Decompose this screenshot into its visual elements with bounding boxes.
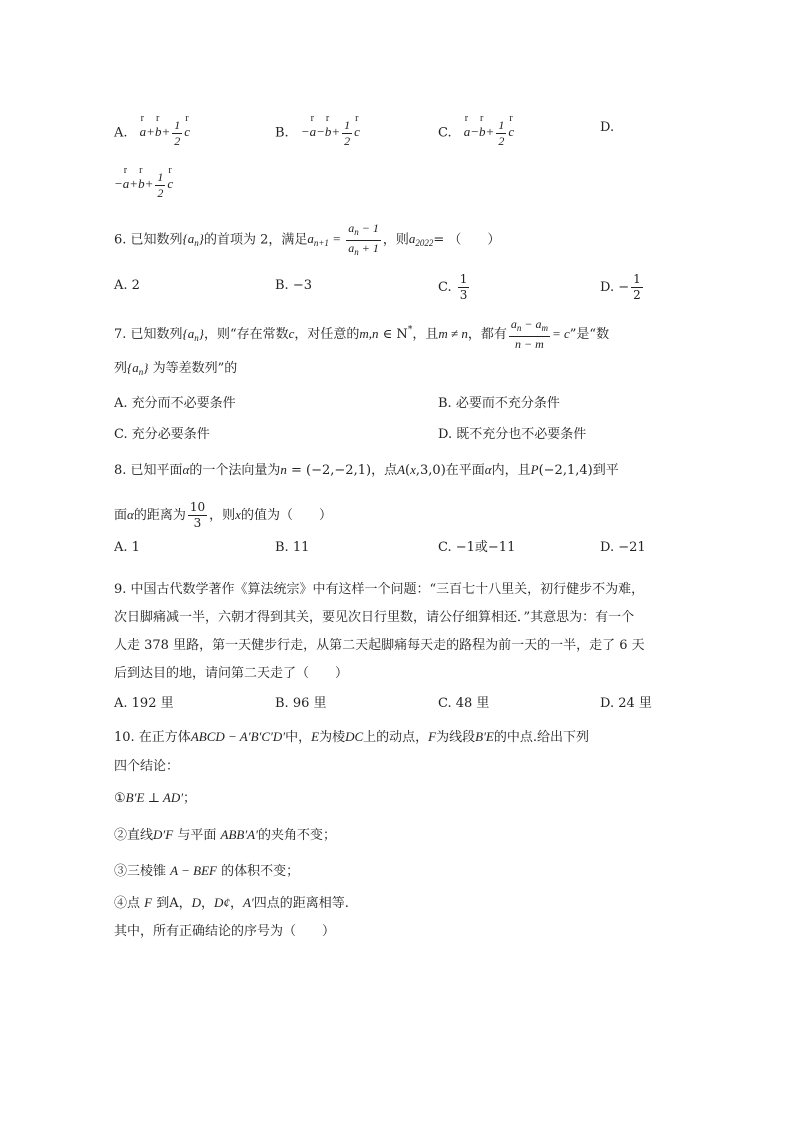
q6-option-b: B. −3: [275, 278, 312, 293]
q5-option-b-label: B.: [275, 125, 289, 141]
q5-option-a-expr: r a+r b+ $\frac{1}{2}$ r c: [140, 124, 190, 139]
q8-option-d: D. −21: [600, 540, 646, 555]
q9-option-c: C. 48 里: [438, 696, 490, 711]
q9-stem-line2: 次日脚痛减一半，六朝才得到其关，要见次日行里数，请公仔细算相还．”其意思为：有一个: [114, 610, 635, 625]
q10-stem-line2: 四个结论：: [114, 759, 180, 774]
q5-option-a-label: A.: [114, 125, 128, 141]
q6-target: $a_{2022}$: [408, 231, 434, 249]
q6-option-c: C. $\frac{1}{3}$: [438, 272, 468, 302]
q9-stem-line4: 后到达目的地，请问第二天走了（ ）: [114, 666, 349, 681]
q6-recurrence: $a_{n+1}$ = $\frac{a_n - 1}{a_n + 1}$: [307, 221, 379, 257]
q7-option-b: B. 必要而不充分条件: [438, 396, 560, 411]
q8-option-b: B. 11: [275, 540, 310, 555]
q10-conclusion-1: ①B′E ⊥ AD′；: [114, 790, 197, 806]
q9-stem-line1: 9. 中国古代数学著作《算法统宗》中有这样一个问题：“三百七十八里关，初行健步不为难，: [114, 582, 645, 597]
q5-option-d-expr: −r a+r b+ $\frac{1}{2}$ r c: [114, 170, 173, 201]
q5-option-c-expr: r a−r b+ $\frac{1}{2}$ r c: [464, 124, 514, 139]
q5-option-c: [438, 118, 514, 149]
q5-option-b-expr: −r a−r b+ $\frac{1}{2}$ r c: [301, 124, 360, 139]
q8-option-c: C. −1或−11: [438, 540, 516, 555]
q6-option-a: A. 2: [114, 278, 140, 293]
q9-stem-line3: 人走 378 里路，第一天健步行走，从第二天起脚痛每天走的路程为前一天的一半，走了 6 天: [114, 638, 645, 653]
q10-conclusion-3: ③三棱锥 A − BEF 的体积不变；: [114, 863, 300, 879]
q8-stem-line1: 8. 已知平面α的一个法向量为n = (−2,−2,1)，点A(x,3,0)在平面α内，且P(−2,1,4)到平: [114, 462, 619, 478]
q7-stem-line1: 7. 已知数列$\{a_n\}$，则“存在常数c，对任意的m,n ∈ N*，且m ≠ n，都有 $\frac{a_n - a_m}{n - m}$ = c”是“数: [114, 317, 610, 351]
q9-option-a: A. 192 里: [114, 696, 174, 711]
q8-option-a: A. 1: [114, 540, 140, 555]
q5-option-d: [600, 118, 614, 138]
q7-stem-line2: 列$\{a_n\}$ 为等差数列”的: [114, 360, 238, 377]
q7-option-d: D. 既不充分也不必要条件: [438, 427, 587, 442]
q7-option-c: C. 充分必要条件: [114, 427, 210, 442]
q5-option-d-label: D.: [600, 120, 615, 135]
q8-stem-line2: 面α的距离为 $\frac{10}{3}$ ，则x的值为（ ）: [114, 500, 332, 530]
q10-conclusion-4: ④点 F 到A，D，D¢，A′四点的距离相等.: [114, 895, 349, 911]
q10-conclusion-2: ②直线D′F 与平面 ABB′A′的夹角不变；: [114, 827, 336, 843]
q9-option-b: B. 96 里: [275, 696, 327, 711]
q6-stem: 6. 已知数列$\{a_n\}$的首项为 2，满足$a_{n+1}$ = $\frac{a_n - 1}{a_n + 1}$ ，则$a_{2022}=$ （ ）: [114, 221, 501, 257]
q9-option-d: D. 24 里: [600, 696, 652, 711]
q5-option-a: [114, 118, 190, 149]
q6-option-d: D. − $\frac{1}{2}$: [600, 272, 641, 302]
q5-option-b: [275, 118, 360, 149]
q10-stem-line1: 10. 在正方体ABCD − A′B′C′D′中，E为棱DC上的动点，F为线段B′E的中点.给出下列: [114, 729, 590, 745]
q5-option-c-label: C.: [438, 125, 452, 141]
q7-option-a: A. 充分而不必要条件: [114, 396, 236, 411]
q6-sequence: $\{a_n\}$: [182, 231, 204, 249]
q10-tail: 其中，所有正确结论的序号为（ ）: [114, 924, 336, 939]
